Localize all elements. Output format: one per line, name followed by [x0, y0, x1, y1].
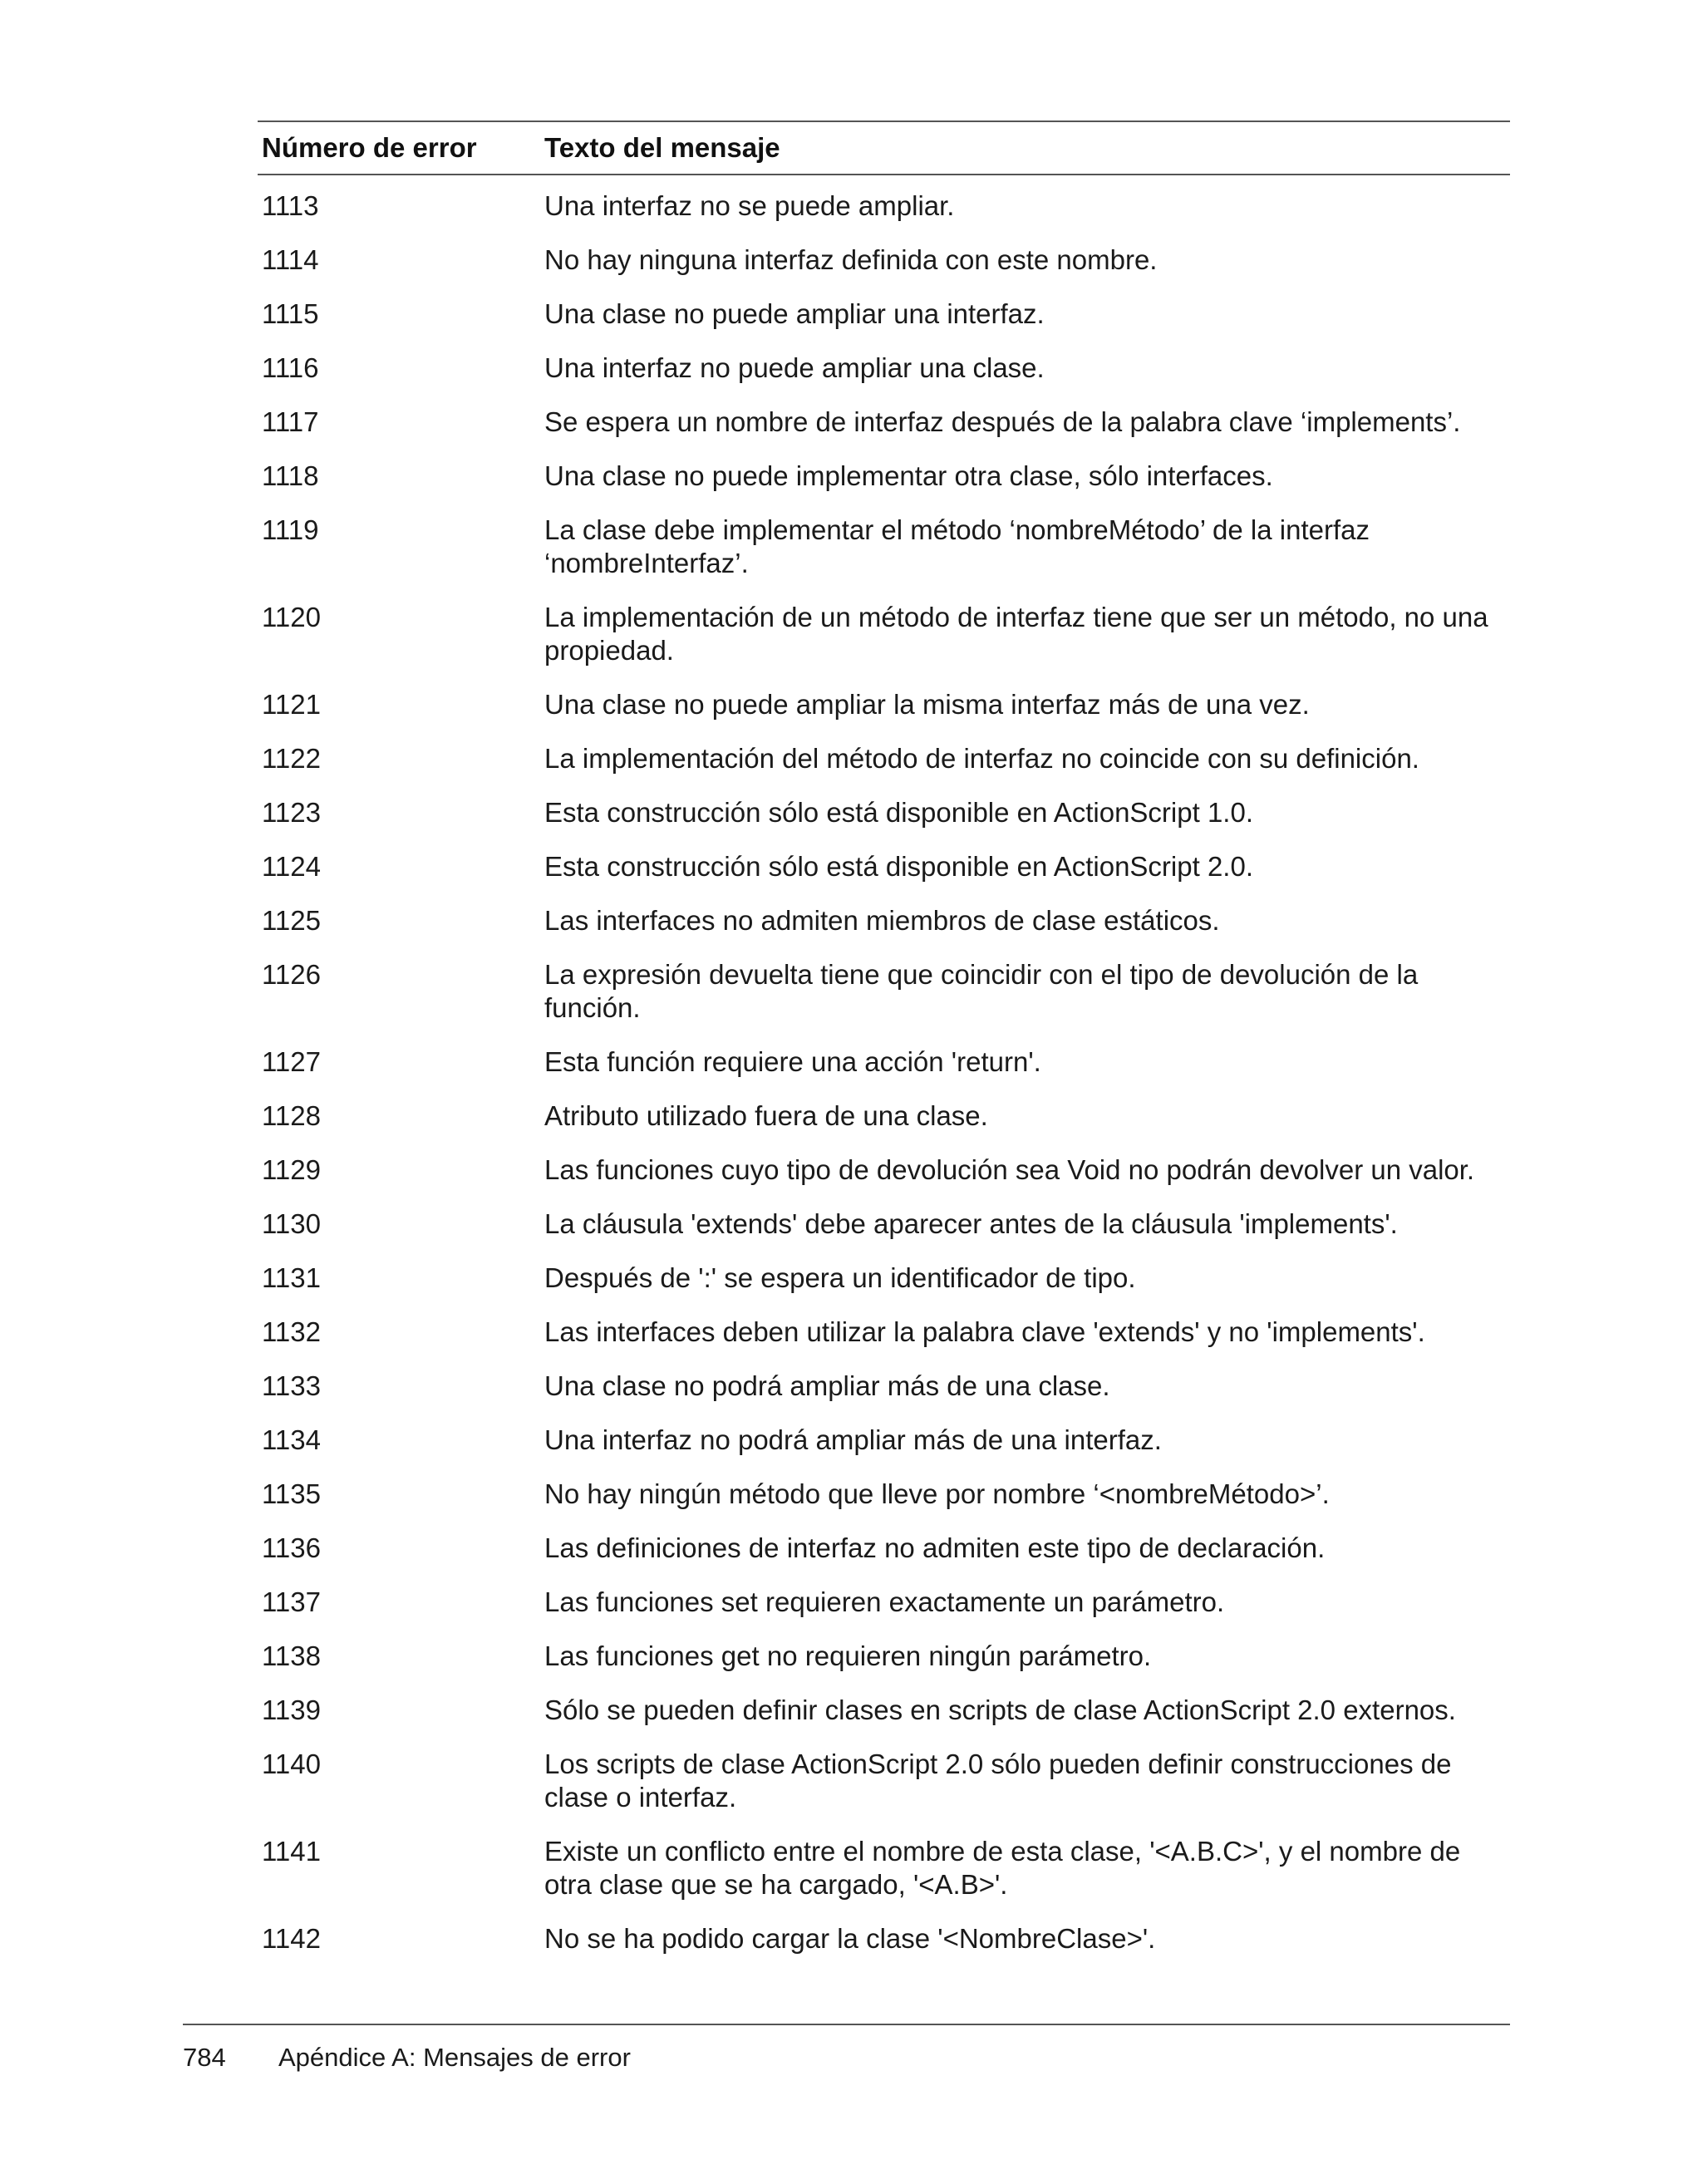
table-header-row	[258, 122, 1510, 175]
error-number: 1135	[262, 1478, 321, 1509]
table-row	[258, 342, 1510, 396]
error-message: Los scripts de clase ActionScript 2.0 sólo pueden definir construcciones de clase o interfaz.	[544, 1749, 1452, 1813]
error-message: Una interfaz no podrá ampliar más de una interfaz.	[544, 1424, 1162, 1455]
error-number: 1129	[262, 1154, 321, 1185]
error-message: La implementación de un método de interfaz tiene que ser un método, no una propiedad.	[544, 602, 1488, 666]
error-message: Existe un conflicto entre el nombre de esta clase, '<A.B.C>', y el nombre de otra clase que se ha cargado, '<A.B>'.	[544, 1836, 1461, 1900]
header-message-text: Texto del mensaje	[544, 132, 780, 163]
error-message: Sólo se pueden definir clases en scripts de clase ActionScript 2.0 externos.	[544, 1695, 1456, 1725]
error-message: Una clase no puede ampliar la misma interfaz más de una vez.	[544, 689, 1310, 720]
error-message: La cláusula 'extends' debe aparecer antes de la cláusula 'implements'.	[544, 1208, 1398, 1239]
table-row	[258, 787, 1510, 841]
error-number: 1134	[262, 1424, 321, 1455]
page-number: 784	[183, 2043, 226, 2072]
error-message: Las definiciones de interfaz no admiten este tipo de declaración.	[544, 1532, 1326, 1563]
error-message: Una clase no puede implementar otra clase, sólo interfaces.	[544, 460, 1273, 491]
error-number: 1120	[262, 602, 321, 632]
error-number: 1138	[262, 1640, 321, 1671]
error-number: 1118	[262, 460, 319, 491]
table-row	[258, 1685, 1510, 1739]
error-number: 1124	[262, 851, 321, 882]
table-row	[258, 1144, 1510, 1198]
error-message: No se ha podido cargar la clase '<NombreClase>'.	[544, 1923, 1156, 1954]
error-number: 1121	[262, 689, 321, 720]
error-message: Una clase no podrá ampliar más de una clase.	[544, 1370, 1110, 1401]
error-number: 1140	[262, 1749, 321, 1779]
error-number: 1123	[262, 797, 321, 828]
table-row	[258, 1252, 1510, 1306]
table-row	[258, 1306, 1510, 1360]
error-number: 1139	[262, 1695, 321, 1725]
error-message: Esta construcción sólo está disponible en ActionScript 1.0.	[544, 797, 1253, 828]
table-row	[258, 504, 1510, 592]
error-message: La implementación del método de interfaz no coincide con su definición.	[544, 743, 1419, 774]
error-number: 1131	[262, 1262, 321, 1293]
error-message: No hay ningún método que lleve por nombre ‘<nombreMétodo>’.	[544, 1478, 1330, 1509]
table-row	[258, 1739, 1510, 1826]
error-message: Una interfaz no se puede ampliar.	[544, 190, 955, 221]
error-number: 1141	[262, 1836, 321, 1867]
table-row	[258, 841, 1510, 895]
table-row	[258, 895, 1510, 949]
error-message: Las funciones cuyo tipo de devolución sea Void no podrán devolver un valor.	[544, 1154, 1475, 1185]
error-number: 1113	[262, 190, 319, 221]
table-row	[258, 1360, 1510, 1414]
error-number: 1132	[262, 1316, 321, 1347]
error-message: La clase debe implementar el método ‘nombreMétodo’ de la interfaz ‘nombreInterfaz’.	[544, 514, 1370, 578]
error-message: Una interfaz no puede ampliar una clase.	[544, 352, 1045, 383]
table-row	[258, 592, 1510, 679]
table-row	[258, 1090, 1510, 1144]
error-number: 1125	[262, 905, 321, 936]
table-row	[258, 949, 1510, 1036]
table-row	[258, 450, 1510, 504]
error-message: Esta construcción sólo está disponible en ActionScript 2.0.	[544, 851, 1253, 882]
error-message: Las interfaces deben utilizar la palabra clave 'extends' y no 'implements'.	[544, 1316, 1425, 1347]
error-number: 1142	[262, 1923, 321, 1954]
error-number: 1116	[262, 352, 319, 383]
header-error-number: Número de error	[262, 132, 477, 163]
table-row	[258, 396, 1510, 450]
error-message: Esta función requiere una acción 'return'.	[544, 1046, 1041, 1077]
error-number: 1119	[262, 514, 319, 545]
table-row	[258, 1826, 1510, 1913]
table-row	[258, 733, 1510, 787]
table-row	[258, 1414, 1510, 1468]
error-table	[258, 121, 1510, 1967]
error-number: 1122	[262, 743, 321, 774]
table-row	[258, 180, 1510, 234]
error-number: 1114	[262, 244, 319, 275]
table-row	[258, 1036, 1510, 1090]
error-number: 1126	[262, 959, 321, 990]
error-number: 1117	[262, 406, 319, 437]
error-message: Las funciones get no requieren ningún parámetro.	[544, 1640, 1152, 1671]
table-row	[258, 1198, 1510, 1252]
table-row	[258, 679, 1510, 733]
table-body	[258, 175, 1510, 1967]
error-message: Las funciones set requieren exactamente un parámetro.	[544, 1586, 1225, 1617]
table-row	[258, 1631, 1510, 1685]
table-row	[258, 1577, 1510, 1631]
page-footer	[183, 2043, 631, 2073]
table-row	[258, 234, 1510, 288]
error-message: Las interfaces no admiten miembros de clase estáticos.	[544, 905, 1220, 936]
table-row	[258, 1468, 1510, 1522]
error-message: La expresión devuelta tiene que coincidir con el tipo de devolución de la función.	[544, 959, 1419, 1023]
error-number: 1127	[262, 1046, 321, 1077]
error-number: 1115	[262, 298, 319, 329]
table-row	[258, 1522, 1510, 1577]
error-number: 1137	[262, 1586, 321, 1617]
table-row	[258, 1913, 1510, 1967]
error-number: 1128	[262, 1100, 321, 1131]
footer-rule	[183, 2024, 1510, 2025]
footer-section-title: Apéndice A: Mensajes de error	[278, 2043, 631, 2072]
error-message: No hay ninguna interfaz definida con este nombre.	[544, 244, 1158, 275]
error-message: Después de ':' se espera un identificador de tipo.	[544, 1262, 1136, 1293]
error-message: Atributo utilizado fuera de una clase.	[544, 1100, 988, 1131]
error-number: 1133	[262, 1370, 321, 1401]
error-number: 1136	[262, 1532, 321, 1563]
error-number: 1130	[262, 1208, 321, 1239]
error-message: Una clase no puede ampliar una interfaz.	[544, 298, 1045, 329]
error-message: Se espera un nombre de interfaz después de la palabra clave ‘implements’.	[544, 406, 1461, 437]
table-row	[258, 288, 1510, 342]
